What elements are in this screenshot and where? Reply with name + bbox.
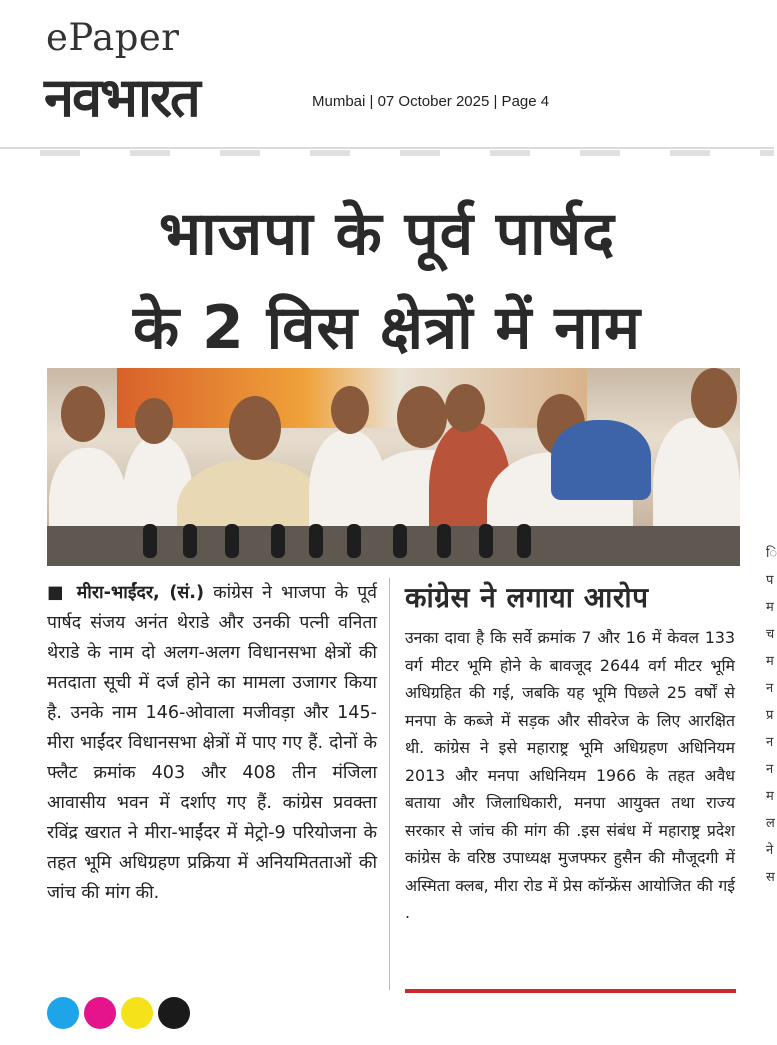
adjacent-column-char: प bbox=[766, 573, 774, 588]
article-body-left bbox=[47, 578, 377, 908]
article-body-right bbox=[405, 578, 735, 927]
photo-person-head bbox=[691, 368, 737, 428]
photo-person-head bbox=[397, 386, 447, 448]
microphone bbox=[479, 524, 493, 558]
adjacent-column-char: ल bbox=[766, 816, 775, 831]
column-divider bbox=[389, 578, 390, 990]
adjacent-column-char: ि bbox=[766, 546, 777, 561]
adjacent-column-char: न bbox=[766, 735, 774, 750]
adjacent-column-char: ने bbox=[766, 843, 774, 858]
photo-person-head bbox=[61, 386, 105, 442]
adjacent-column-char: न bbox=[766, 681, 774, 696]
photo-person bbox=[551, 420, 651, 500]
edition-dateline: Mumbai | 07 October 2025 | Page 4 bbox=[312, 93, 550, 110]
photo-person-head bbox=[331, 386, 369, 434]
adjacent-column-char: म bbox=[766, 600, 774, 615]
microphone bbox=[183, 524, 197, 558]
microphone bbox=[309, 524, 323, 558]
epaper-label: ePaper bbox=[46, 16, 180, 59]
microphone bbox=[347, 524, 361, 558]
photo-person-head bbox=[445, 384, 485, 432]
adjacent-column-sliver bbox=[766, 540, 777, 1020]
article-body-right-text: उनका दावा है कि सर्वे क्रमांक 7 और 16 में केवल 133 वर्ग मीटर भूमि होने के बावजूद 2644 वर्ग मीटर भूमि अधिग्रहित की गई, जबकि यह भूमि पिछले 25 वर्षों से मनपा के कब्जे में सड़क और सीवरेज के लिए आरक्षित थी. कांग्रेस ने इसे महाराष्ट्र भूमि अधिग्रहण अधिनियम 2013 और मनपा अधिनियम 1966 के तहत अवैध बताया और जिलाधिकारी, मनपा आयुक्त तथा राज्य सरकार से जांच की मांग की .इस संबंध में महाराष्ट्र प्रदेश कांग्रेस के वरिष्ठ उपाध्यक्ष मुजफ्फर हुसैन की मौजूदगी में अस्मिता क्लब, मीरा रोड में प्रेस कॉन्फ्रेंस आयोजित की गई . bbox=[405, 628, 735, 922]
microphone bbox=[143, 524, 157, 558]
article-subheading: कांग्रेस ने लगाया आरोप bbox=[405, 581, 649, 614]
article-body-left-text: कांग्रेस ने भाजपा के पूर्व पार्षद संजय अनंत थेराडे और उनकी पत्नी वनिता थेराडे के नाम दो अलग-अलग विधानसभा क्षेत्रों की मतदाता सूची में दर्ज होने का मामला उजागर किया है. उनके नाम 146-ओवाला मजीवड़ा और 145-मीरा भाईंदर विधानसभा क्षेत्रों में पाए गए हैं. दोनों के फ्लैट क्रमांक 403 और 408 तीन मंजिला आवासीय भवन में दर्शाए गए हैं. कांग्रेस प्रवक्ता रविंद्र खरात ने मीरा-भाईंदर में मेट्रो-9 परियोजना के तहत भूमि अधिग्रहण प्रक्रिया में अनियमितताओं की जांच की मांग की. bbox=[47, 583, 378, 903]
register-dot bbox=[47, 997, 79, 1029]
microphone bbox=[225, 524, 239, 558]
microphone bbox=[437, 524, 451, 558]
header-divider bbox=[0, 147, 774, 149]
photo-person-head bbox=[229, 396, 281, 460]
newspaper-logo[interactable]: नवभारत bbox=[44, 66, 199, 129]
clipping-edge bbox=[40, 150, 774, 156]
headline-line-1: भाजपा के पूर्व पार्षद bbox=[158, 199, 616, 269]
adjacent-column-char: म bbox=[766, 654, 774, 669]
press-conference-photo bbox=[47, 368, 740, 566]
adjacent-column-char: स bbox=[766, 870, 775, 885]
adjacent-column-char: प्र bbox=[766, 708, 774, 723]
register-dot bbox=[84, 997, 116, 1029]
page-header bbox=[0, 0, 774, 148]
adjacent-column-char: च bbox=[766, 627, 775, 642]
adjacent-column-char: म bbox=[766, 789, 774, 804]
register-dot bbox=[158, 997, 190, 1029]
microphone bbox=[271, 524, 285, 558]
microphone bbox=[517, 524, 531, 558]
photo-person-head bbox=[135, 398, 173, 444]
adjacent-column-char: न bbox=[766, 762, 774, 777]
headline-line-2: के 2 विस क्षेत्रों में नाम bbox=[132, 293, 641, 363]
register-dot bbox=[121, 997, 153, 1029]
article-end-rule bbox=[405, 989, 736, 993]
article-dateline: ■ मीरा-भाईंदर, (सं.) bbox=[47, 583, 204, 603]
microphone bbox=[393, 524, 407, 558]
